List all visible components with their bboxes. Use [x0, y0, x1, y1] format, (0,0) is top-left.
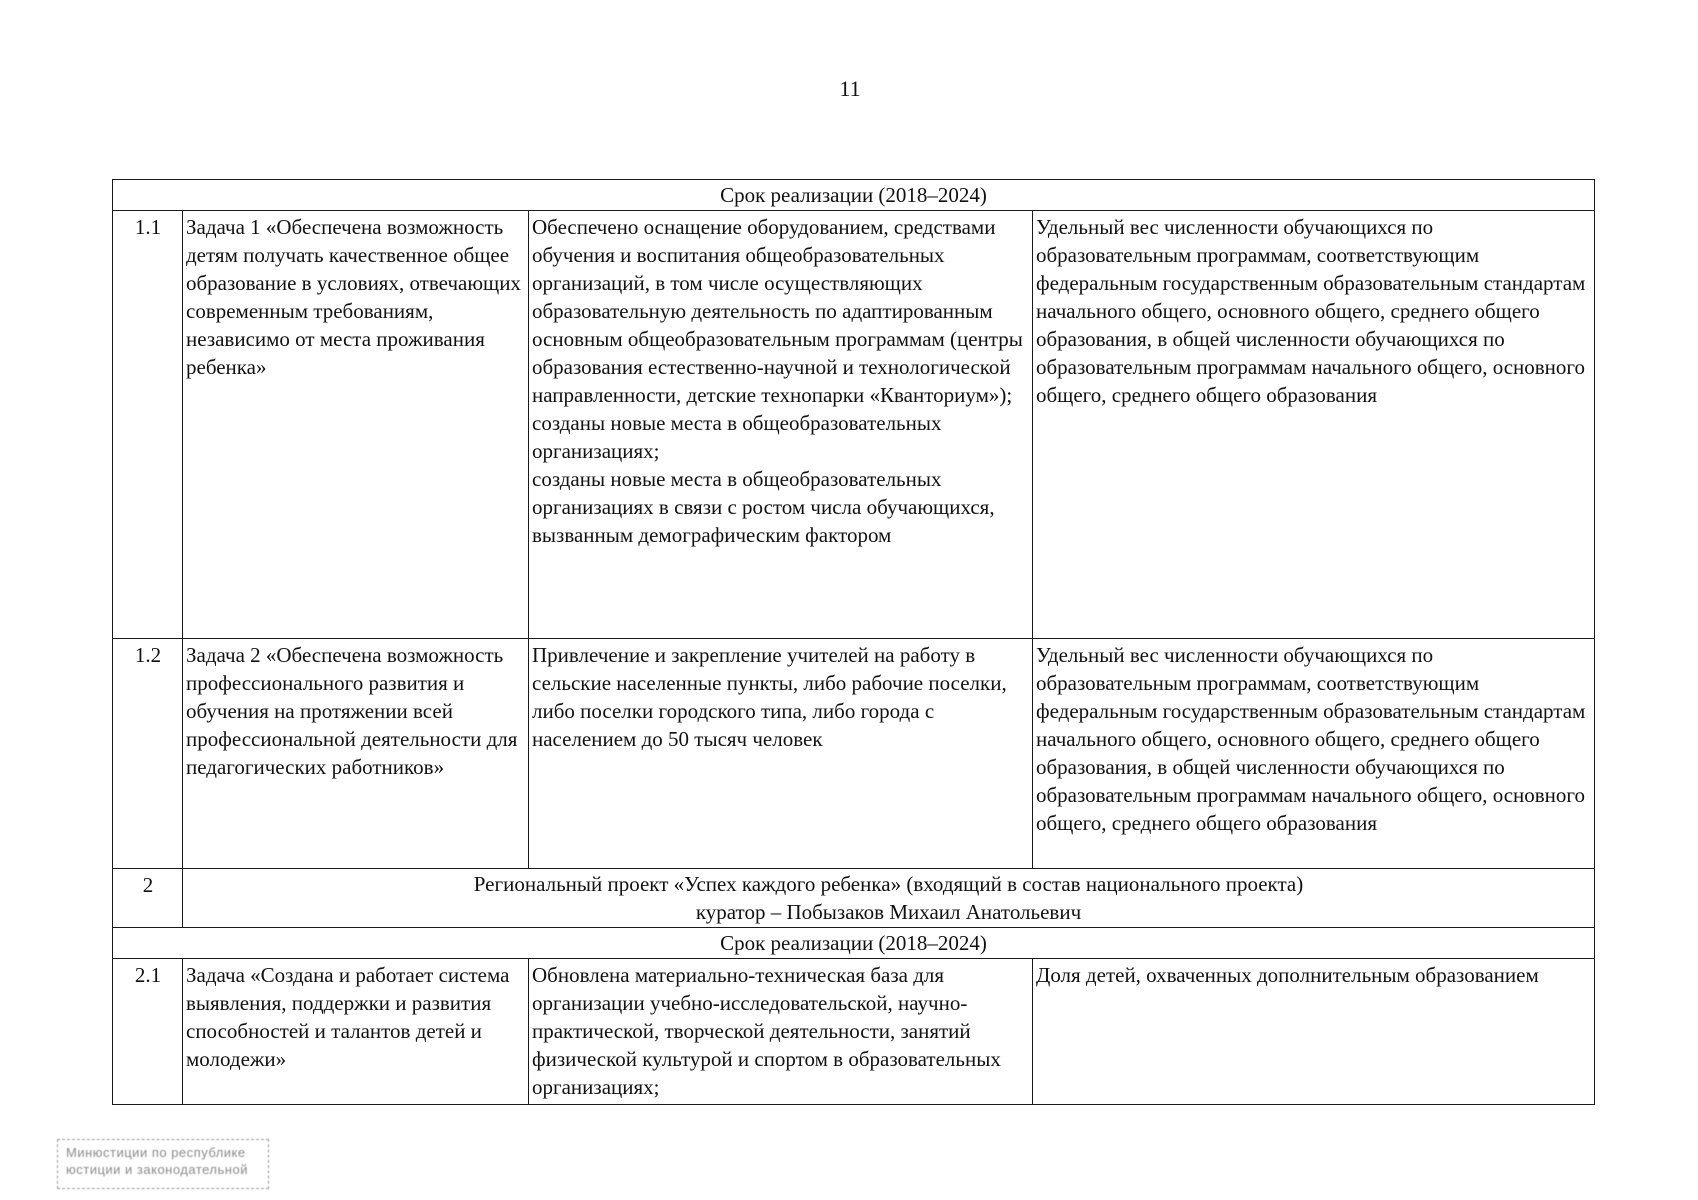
project-title-cell: [183, 869, 1595, 928]
task-cell: Задача 1 «Обеспечена возможность детям получать качественное общее образование в условиях, отвечающих современным требованиям, независимо от места проживания ребенка»: [183, 211, 529, 639]
table-row: [113, 211, 1595, 639]
task-cell: Задача «Создана и работает система выявления, поддержки и развития способностей и талантов детей и молодежи»: [183, 959, 529, 1105]
table-row: [113, 639, 1595, 869]
period-header-row: [113, 180, 1595, 211]
period-header-row: [113, 928, 1595, 959]
stamp-line-1: Минюстиции по республике: [66, 1145, 246, 1160]
row-number: 2.1: [113, 959, 183, 1105]
result-cell: Обновлена материально-техническая база для организации учебно-исследовательской, научно-практической, творческой деятельности, занятий физической культурой и спортом в образовательных организациях;: [529, 959, 1033, 1105]
page-number: 11: [839, 76, 861, 101]
project-number: 2: [113, 869, 183, 928]
period-header: Срок реализации (2018–2024): [113, 928, 1595, 959]
row-number: 1.1: [113, 211, 183, 639]
row-number: 1.2: [113, 639, 183, 869]
indicator-cell: Удельный вес численности обучающихся по образовательным программам, соответствующим федеральным государственным образовательным стандартам начального общего, основного общего, среднего общего образования, в общей численности обучающихся по образовательным программам начального общего, основного общего, среднего общего образования: [1033, 211, 1595, 639]
stamp-line-2: юстиции и законодательной: [66, 1162, 248, 1177]
project-table: [112, 179, 1595, 1105]
period-header: Срок реализации (2018–2024): [113, 180, 1595, 211]
table-row: [113, 959, 1595, 1105]
registration-stamp: [57, 1139, 269, 1189]
task-cell: Задача 2 «Обеспечена возможность профессионального развития и обучения на протяжении всей профессиональной деятельности для педагогических работников»: [183, 639, 529, 869]
project-title: Региональный проект «Успех каждого ребенка» (входящий в состав национального проекта): [473, 872, 1304, 896]
result-cell: Привлечение и закрепление учителей на работу в сельские населенные пункты, либо рабочие поселки, либо поселки городского типа, либо города с населением до 50 тысяч человек: [529, 639, 1033, 869]
result-cell: Обеспечено оснащение оборудованием, средствами обучения и воспитания общеобразовательных организаций, в том числе осуществляющих образовательную деятельность по адаптированным основным общеобразовательным программам (центры образования естественно-научной и технологической направленности, детские технопарки «Кванториум»); созданы новые места в общеобразовательных организациях; созданы новые места в общеобразовательных организациях в связи с ростом числа обучающихся, вызванным демографическим фактором: [529, 211, 1033, 639]
indicator-cell: Удельный вес численности обучающихся по образовательным программам, соответствующим федеральным государственным образовательным стандартам начального общего, основного общего, среднего общего образования, в общей численности обучающихся по образовательным программам начального общего, основного общего, среднего общего образования: [1033, 639, 1595, 869]
project-row: [113, 869, 1595, 928]
indicator-cell: Доля детей, охваченных дополнительным образованием: [1033, 959, 1595, 1105]
project-curator: куратор – Побызаков Михаил Анатольевич: [695, 900, 1082, 924]
